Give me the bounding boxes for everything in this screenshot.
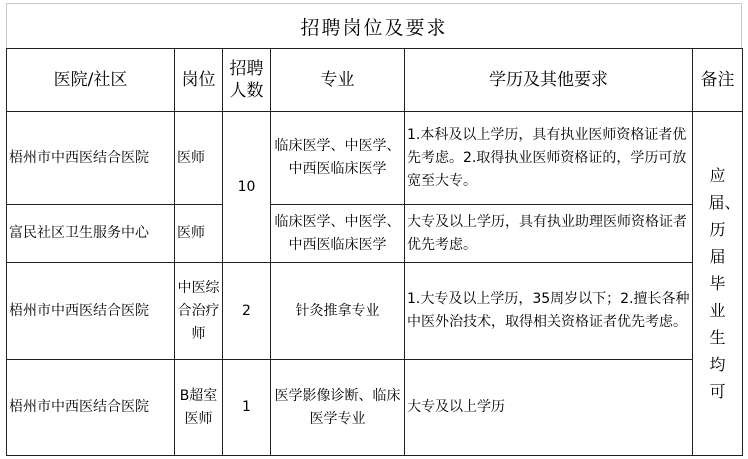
position-cell: 医师 xyxy=(175,205,223,263)
position-cell: B超室医师 xyxy=(175,360,223,456)
requirements-cell: 1.本科及以上学历，具有执业医师资格证者优先考虑。2.取得执业医师资格证的，学历可放宽至大专。 xyxy=(405,112,693,205)
requirements-cell: 大专及以上学历，具有执业助理医师资格证者优先考虑。 xyxy=(405,205,693,263)
header-count: 招聘人数 xyxy=(223,49,271,112)
hospital-cell: 富民社区卫生服务中心 xyxy=(7,205,175,263)
header-remark: 备注 xyxy=(693,49,743,112)
major-cell: 医学影像诊断、临床医学专业 xyxy=(271,360,405,456)
count-cell: 1 xyxy=(223,360,271,456)
table-row xyxy=(7,360,743,456)
header-position: 岗位 xyxy=(175,49,223,112)
header-major: 专业 xyxy=(271,49,405,112)
major-cell: 针灸推拿专业 xyxy=(271,263,405,360)
requirements-cell: 1.大专及以上学历，35周岁以下；2.擅长各种中医外治技术，取得相关资格证者优先考虑。 xyxy=(405,263,693,360)
major-cell: 临床医学、中医学、中西医临床医学 xyxy=(271,112,405,205)
major-cell: 临床医学、中医学、中西医临床医学 xyxy=(271,205,405,263)
hospital-cell: 梧州市中西医结合医院 xyxy=(7,112,175,205)
header-hospital: 医院/社区 xyxy=(7,49,175,112)
recruitment-table xyxy=(6,48,743,456)
hospital-cell: 梧州市中西医结合医院 xyxy=(7,263,175,360)
requirements-cell: 大专及以上学历 xyxy=(405,360,693,456)
page-title: 招聘岗位及要求 xyxy=(6,3,742,48)
position-cell: 中医综合治疗师 xyxy=(175,263,223,360)
remark-cell: 应届、历届毕业生均可 xyxy=(693,112,743,456)
header-row xyxy=(7,49,743,112)
merged-count-cell: 10 xyxy=(223,112,271,263)
count-cell: 2 xyxy=(223,263,271,360)
position-cell: 医师 xyxy=(175,112,223,205)
header-requirements: 学历及其他要求 xyxy=(405,49,693,112)
table-row xyxy=(7,263,743,360)
hospital-cell: 梧州市中西医结合医院 xyxy=(7,360,175,456)
table-row xyxy=(7,205,743,263)
table-row xyxy=(7,112,743,205)
